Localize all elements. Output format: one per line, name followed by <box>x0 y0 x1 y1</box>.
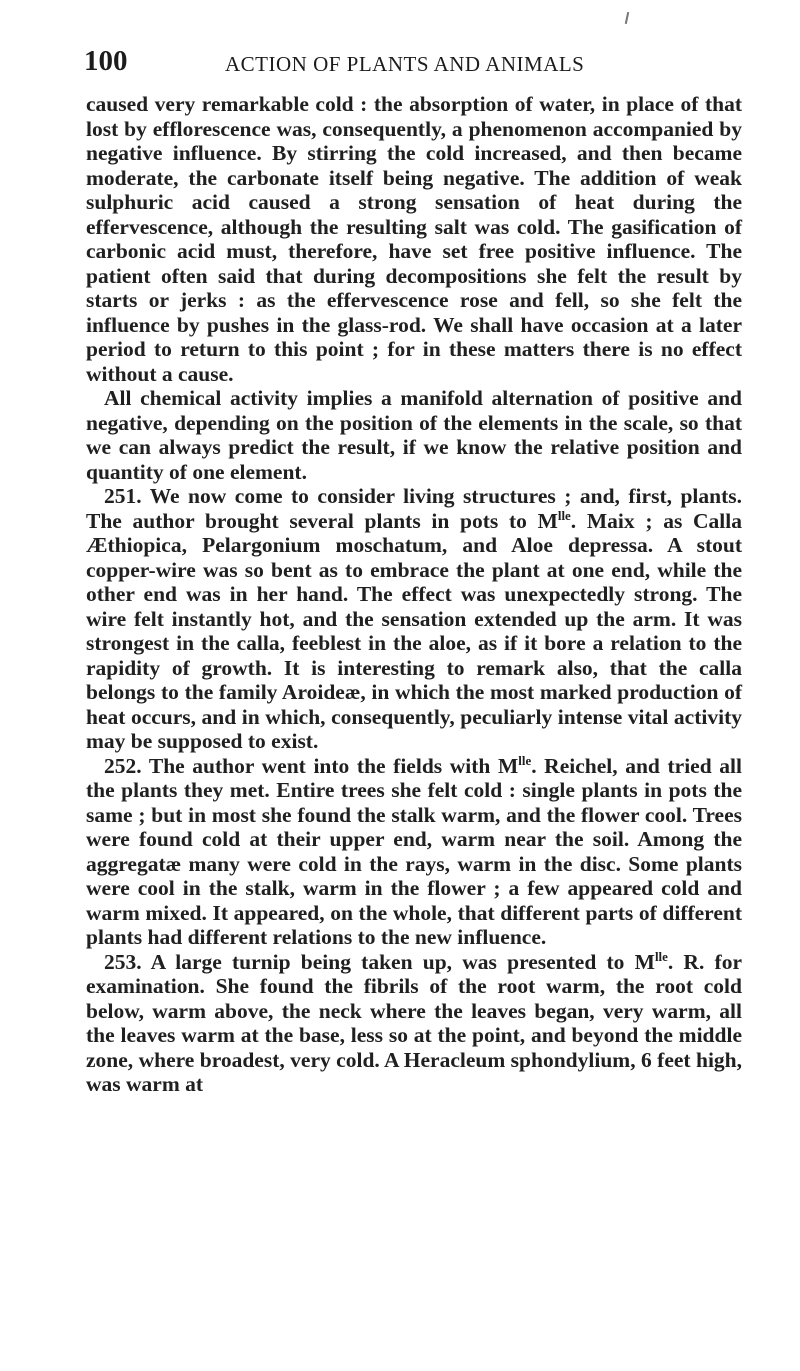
paragraph-252 <box>86 754 742 950</box>
paragraph-253 <box>86 950 742 1097</box>
paragraph-253-text-a: 253. A large turnip being taken up, was presented to M <box>104 949 655 974</box>
running-head: ACTION OF PLANTS AND ANIMALS <box>225 52 585 76</box>
paragraph-continuation: caused very remarkable cold : the absorption of water, in place of that lost by efflorescence was, consequently, a phenomenon accompanied by negative influence. By stirring the cold increased, and then became moderate, the carbonate itself being negative. The addition of weak sulphuric acid caused a strong sensation of heat during the effervescence, although the resulting salt was cold. The gasification of carbonic acid must, therefore, have set free positive influence. The patient often said that during decompositions she felt the result by starts or jerks : as the effervescence rose and fell, so she felt the influence by pushes in the glass-rod. We shall have occasion at a later period to return to this point ; for in these matters there is no effect without a cause. <box>86 92 742 386</box>
paragraph-252-text-a: 252. The author went into the fields with M <box>104 753 519 778</box>
paragraph-251-text-b: . Maix ; as Calla Æthiopica, Pelargonium moschatum, and Aloe depressa. A stout copper-wire was so bent as to embrace the plant at one end, while the other end was in her hand. The effect was unexpectedly strong. The wire felt instantly hot, and the sensation extended up the arm. It was strongest in the calla, feeblest in the aloe, as if it bore a relation to the rapidity of growth. It is interesting to remark also, that the calla belongs to the family Aroideæ, in which the most marked production of heat occurs, and in which, consequently, peculiarly intense vital activity may be supposed to exist. <box>86 508 742 753</box>
body-text <box>86 92 742 1097</box>
paragraph-251 <box>86 484 742 754</box>
superscript-lle: lle <box>654 949 668 964</box>
paragraph-252-text-b: . Reichel, and tried all the plants they met. Entire trees she felt cold : single plants in pots the same ; but in most she found the stalk warm, and the flower cool. Trees were found cold at their upper end, warm near the soil. Among the aggregatæ many were cold in the rays, warm in the disc. Some plants were cool in the stalk, warm in the flower ; a few appeared cold and warm mixed. It appeared, on the whole, that different parts of different plants had different relations to the new influence. <box>86 753 742 949</box>
paragraph-251-text-a: 251. We now come to consider living structures ; and, first, plants. The author brought several plants in pots to M <box>86 484 742 533</box>
paragraph-chemical-activity: All chemical activity implies a manifold alternation of positive and negative, depending on the position of the elements in the scale, so that we can always predict the result, if we know the relative position and quantity of one element. <box>86 386 742 484</box>
superscript-lle: lle <box>518 753 532 768</box>
page-number: 100 <box>84 45 128 77</box>
page-header <box>70 40 750 80</box>
paragraph-253-text-b: . R. for examination. She found the fibrils of the root warm, the root cold below, warm above, the neck where the leaves began, very warm, all the leaves warm at the base, less so at the point, and beyond the middle zone, where broadest, very cold. A Heracleum sphondylium, 6 feet high, was warm at <box>86 949 742 1096</box>
print-mark <box>625 12 629 24</box>
superscript-lle: lle <box>557 508 571 523</box>
